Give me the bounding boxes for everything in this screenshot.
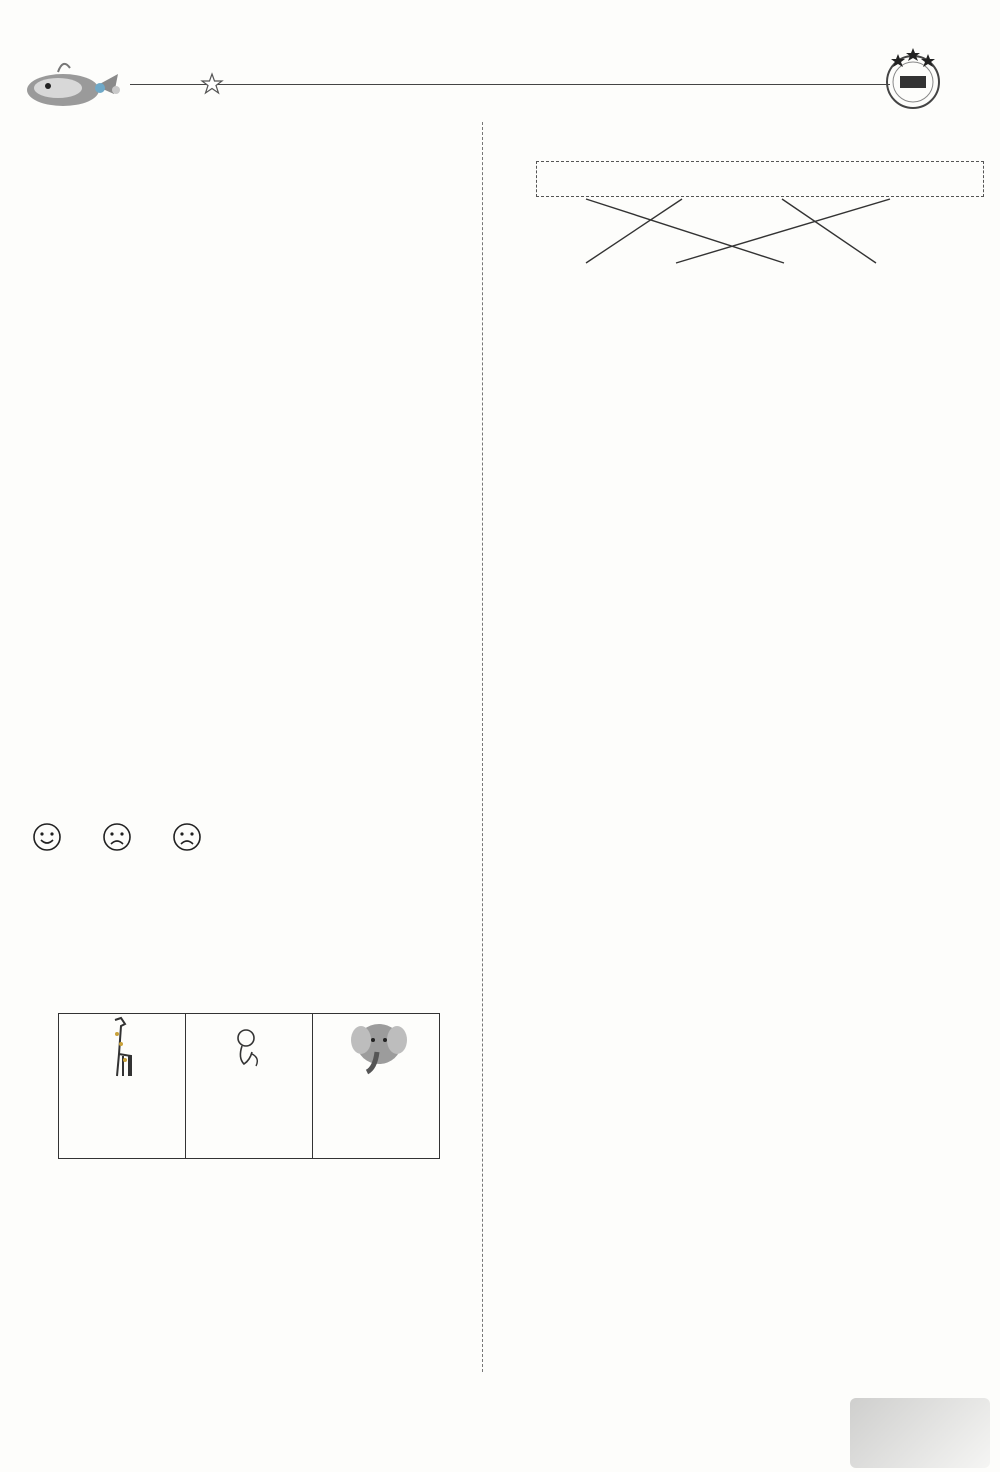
star-icon <box>200 72 224 96</box>
answer-line <box>26 191 466 229</box>
section-title <box>512 551 982 589</box>
section-title <box>512 930 982 968</box>
page-header <box>0 40 1000 120</box>
section-title <box>26 153 466 191</box>
answer-line <box>26 1239 466 1277</box>
answer-line <box>26 266 466 304</box>
answer-line <box>512 400 982 438</box>
circled-letter-row <box>26 606 466 652</box>
answer-line <box>512 703 982 741</box>
answer-line <box>512 325 982 363</box>
section-title <box>26 736 466 774</box>
section-subtitle <box>512 967 982 1005</box>
section-title <box>26 898 466 936</box>
answer-line <box>26 1201 466 1239</box>
matching-top-row <box>536 161 984 197</box>
answer-line <box>512 514 982 552</box>
watermark-graphic <box>850 1398 990 1468</box>
answer-line <box>512 854 982 892</box>
sad-face-icon <box>172 822 202 852</box>
section-title <box>26 531 466 569</box>
animal-choice-table <box>58 1013 440 1159</box>
answer-line <box>26 698 466 736</box>
answer-line <box>26 774 466 812</box>
section-title <box>512 115 982 153</box>
sad-face-icon <box>102 822 132 852</box>
answer-line <box>512 1232 982 1270</box>
answer-line <box>26 380 466 418</box>
left-column <box>26 115 466 1352</box>
face-answer-line <box>26 812 466 860</box>
whale-logo-icon <box>18 50 128 110</box>
answer-line <box>512 362 982 400</box>
answer-line <box>512 589 982 627</box>
answer-line <box>512 1005 982 1043</box>
brand-seal-icon <box>878 44 948 114</box>
answer-line <box>512 1119 982 1157</box>
header-rule <box>130 84 890 85</box>
circled-letter-row <box>26 652 466 698</box>
answer-line <box>512 1156 982 1194</box>
answer-line <box>26 455 466 493</box>
answer-line <box>26 973 466 1011</box>
answer-line <box>512 1308 982 1346</box>
unit-title <box>26 115 466 153</box>
answer-line <box>26 493 466 531</box>
answer-line <box>26 1276 466 1314</box>
smiley-face-icon <box>32 822 62 852</box>
answer-line <box>512 1194 982 1232</box>
answer-line <box>512 816 982 854</box>
answer-line <box>512 665 982 703</box>
answer-line <box>512 1043 982 1081</box>
elephant-cell <box>313 1014 439 1158</box>
answer-line <box>512 438 982 476</box>
answer-line <box>512 476 982 514</box>
answer-line <box>512 1081 982 1119</box>
animal-table-block <box>26 1013 466 1159</box>
answer-line <box>512 778 982 816</box>
giraffe-cell <box>59 1014 186 1158</box>
answer-line <box>512 740 982 778</box>
answer-line <box>26 1314 466 1352</box>
answer-line <box>26 569 466 607</box>
answer-line <box>26 342 466 380</box>
answer-line <box>512 1270 982 1308</box>
answer-line <box>512 287 982 325</box>
right-column <box>512 115 982 1383</box>
answer-line <box>26 417 466 455</box>
section-title <box>26 1163 466 1201</box>
section-title <box>26 304 466 342</box>
giraffe-icon <box>59 1014 185 1080</box>
answer-line <box>512 1345 982 1383</box>
answer-line <box>26 860 466 898</box>
elephant-icon <box>313 1014 439 1080</box>
matching-exercise <box>512 153 982 281</box>
monkey-icon <box>186 1014 312 1080</box>
answer-line <box>26 228 466 266</box>
answer-line <box>512 627 982 665</box>
monkey-cell <box>186 1014 313 1158</box>
column-divider <box>482 122 483 1372</box>
answer-line <box>26 935 466 973</box>
